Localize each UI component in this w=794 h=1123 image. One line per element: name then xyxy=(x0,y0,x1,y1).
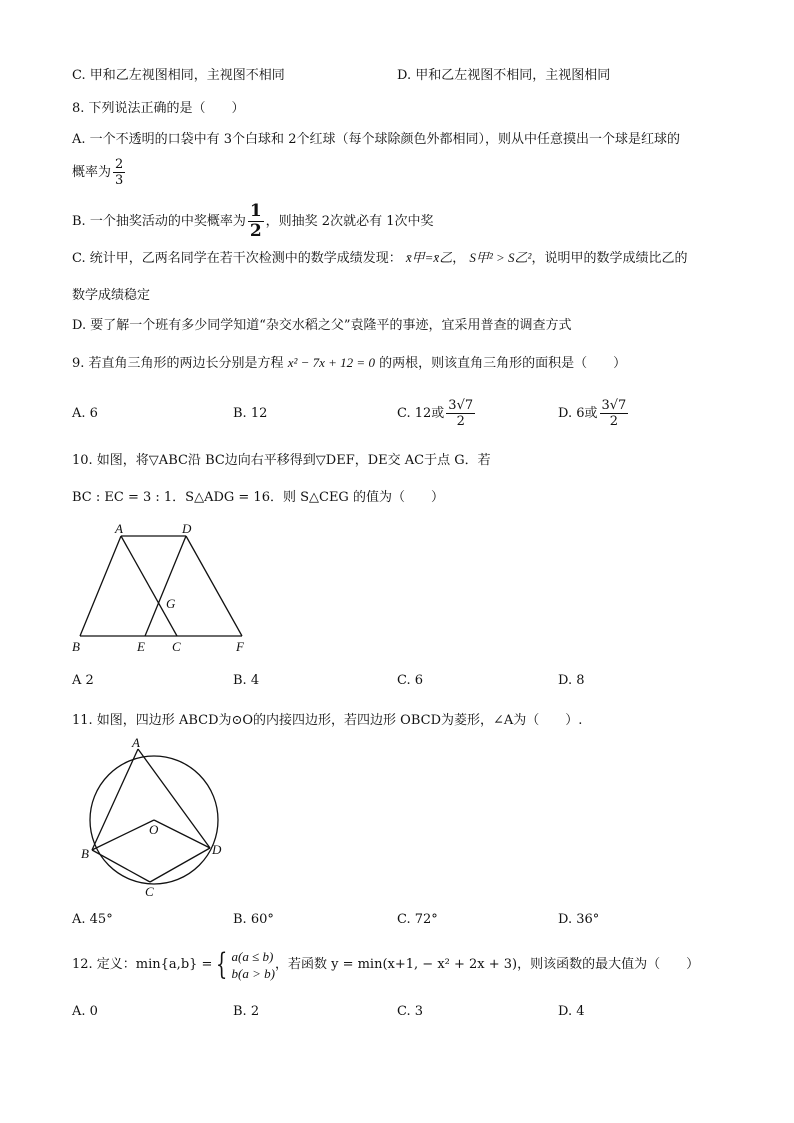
q8-option-a-line1: A. 一个不透明的口袋中有 3个白球和 2个红球（每个球除颜色外都相同），则从中任意摸出一个球是红球的 xyxy=(72,132,680,147)
q10-label-f: F xyxy=(236,639,244,654)
q9-stem-prefix: 9. 若直角三角形的两边长分别是方程 xyxy=(72,356,284,371)
q12-option-a: A. 0 xyxy=(72,1004,98,1019)
q11-label-b: B xyxy=(81,846,89,861)
q10-label-g: G xyxy=(166,596,176,611)
q12-definition: 12. 定义：min{a,b} = xyxy=(72,957,213,972)
q11-stem: 11. 如图，四边形 ABCD为⊙O的内接四边形，若四边形 OBCD为菱形，∠A为（ ）. xyxy=(72,713,583,728)
q10-line-df xyxy=(186,536,242,636)
q10-label-b: B xyxy=(72,639,80,654)
q8-option-a-fraction: $\frac{2}{3}$ xyxy=(115,157,124,188)
q11-figure-circle-quadrilateral xyxy=(76,734,236,900)
q11-label-a: A xyxy=(132,735,140,750)
q11-option-a: A. 45° xyxy=(72,912,113,927)
q11-label-o: O xyxy=(149,822,159,837)
q8-option-c-mean-equation: x̄甲=x̄乙 xyxy=(405,250,453,265)
q8-option-a-prefix: 概率为 xyxy=(72,165,112,180)
q10-label-d: D xyxy=(182,524,192,536)
q7-option-d: D. 甲和乙左视图不相同，主视图相同 xyxy=(397,68,611,83)
q9-stem xyxy=(72,354,626,373)
q7-option-c: C. 甲和乙左视图相同，主视图不相同 xyxy=(72,68,285,83)
q8-option-d: D. 要了解一个班有多少同学知道“杂交水稻之父”袁隆平的事迹，宜采用普查的调查方式 xyxy=(72,318,572,333)
q8-stem: 8. 下列说法正确的是（ ） xyxy=(72,101,245,116)
q8-option-b-fraction: $\frac{1}{2}$ xyxy=(249,201,262,241)
q11-line-od xyxy=(154,820,210,848)
q10-label-a: A xyxy=(115,524,123,536)
q12-option-b: B. 2 xyxy=(233,1004,260,1019)
q9-option-c xyxy=(397,398,477,429)
q11-option-c: C. 72° xyxy=(397,912,438,927)
q8-option-c-line1: C. 统计甲，乙两名同学在若干次检测中的数学成绩发现： x̄甲=x̄乙， S甲² > S乙²，说明甲的数学成绩比乙的 xyxy=(72,250,688,266)
q8-option-b-prefix: B. 一个抽奖活动的中奖概率为 xyxy=(72,214,246,229)
q8-option-c-suffix: ，说明甲的数学成绩比乙的 xyxy=(531,251,688,266)
q11-label-d: D xyxy=(212,842,222,857)
q12-option-c: C. 3 xyxy=(397,1004,424,1019)
q10-option-a: A 2 xyxy=(72,673,94,688)
q10-figure-translated-triangles xyxy=(68,524,258,656)
q8-option-c-line2: 数学成绩稳定 xyxy=(72,288,151,303)
q10-label-e: E xyxy=(137,639,145,654)
q9-option-b: B. 12 xyxy=(233,406,268,421)
q9-option-a: A. 6 xyxy=(72,406,98,421)
q10-stem-line2: BC : EC = 3 : 1．S△ADG = 16．则 S△CEG 的值为（ ） xyxy=(72,490,444,505)
q10-option-b: B. 4 xyxy=(233,673,260,688)
q8-option-b xyxy=(72,202,433,241)
q12-brace: { xyxy=(216,946,228,982)
q9-option-d-fraction: $\frac{3√7}{2}$ xyxy=(601,398,627,429)
q10-label-c: C xyxy=(172,639,181,654)
q11-line-cd xyxy=(150,848,210,882)
q11-line-ab xyxy=(92,749,138,850)
q10-line-ac xyxy=(121,536,177,636)
q9-option-d xyxy=(558,398,630,429)
q12-case-2: b(a > b) xyxy=(231,965,275,981)
q11-option-b: B. 60° xyxy=(233,912,274,927)
q12-stem xyxy=(72,946,699,984)
q12-function: ，若函数 y = min(x+1, − x² + 2x + 3) xyxy=(274,957,518,972)
q9-equation: x² − 7x + 12 = 0 xyxy=(287,355,375,370)
q10-option-d: D. 8 xyxy=(558,673,585,688)
q9-option-c-fraction: $\frac{3√7}{2}$ xyxy=(448,398,474,429)
q10-option-c: C. 6 xyxy=(397,673,424,688)
q8-option-c-variance-inequality: S甲² > S乙² xyxy=(469,250,532,265)
q9-option-c-prefix: C. 12或 xyxy=(397,406,445,421)
q9-stem-suffix: 的两根，则该直角三角形的面积是（ ） xyxy=(379,356,627,371)
q11-option-d: D. 36° xyxy=(558,912,600,927)
q11-line-ob xyxy=(92,820,154,850)
q11-line-bc xyxy=(92,850,150,882)
q9-option-d-prefix: D. 6或 xyxy=(558,406,598,421)
q10-line-de xyxy=(145,536,186,636)
q8-option-a-line2 xyxy=(72,157,127,188)
q12-question: ，则该函数的最大值为（ ） xyxy=(517,957,700,972)
q10-line-ab xyxy=(80,536,121,636)
q11-label-c: C xyxy=(145,884,154,899)
q8-option-b-suffix: ，则抽奖 2次就必有 1次中奖 xyxy=(265,214,434,229)
q10-stem-line1: 10. 如图，将▽ABC沿 BC边向右平移得到▽DEF，DE交 AC于点 G．若 xyxy=(72,453,491,468)
q8-option-c-prefix: C. 统计甲，乙两名同学在若干次检测中的数学成绩发现： xyxy=(72,251,402,266)
q12-cases xyxy=(232,948,275,982)
q12-case-1: a(a ≤ b) xyxy=(231,948,274,964)
q12-option-d: D. 4 xyxy=(558,1004,585,1019)
